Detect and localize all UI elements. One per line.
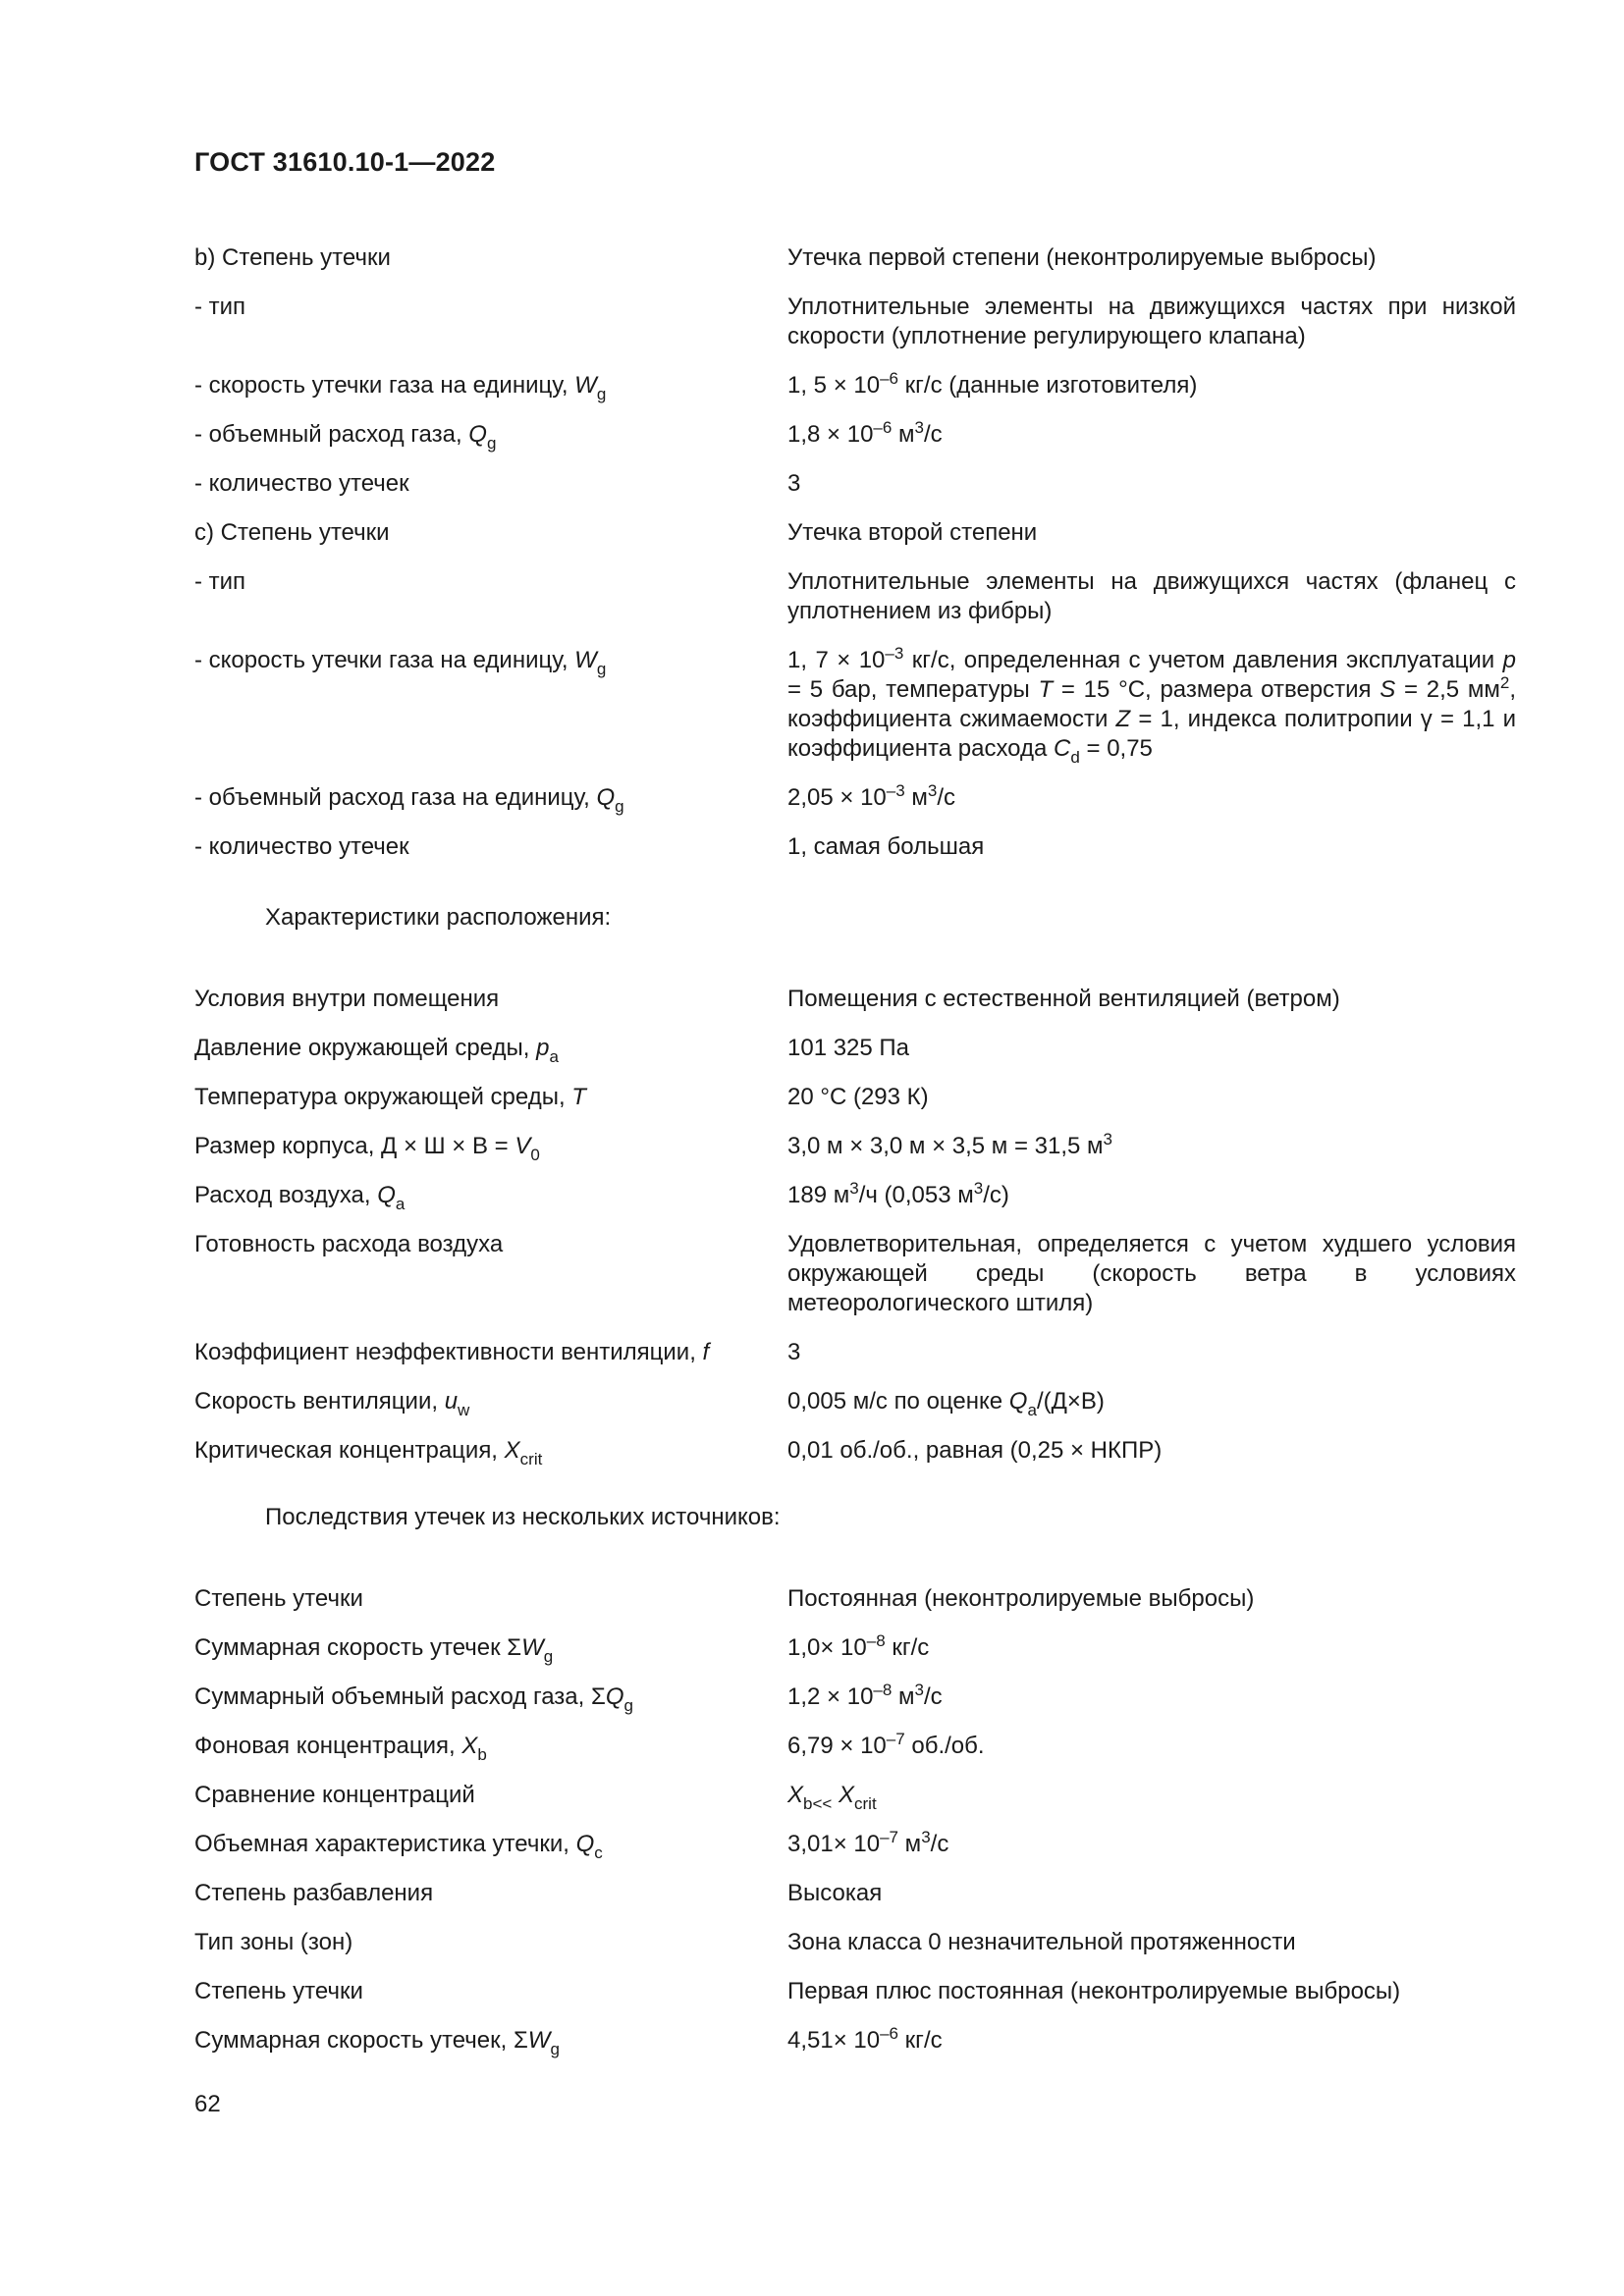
list-item: Скорость вентиляции, $u_w$ 0,005 м/с по оценке $Q_a/(Д\times В)$	[194, 1388, 1105, 1419]
list-item: Степень разбавления Высокая	[194, 1880, 883, 1906]
leak-sources-list	[194, 243, 1516, 881]
list-item: - тип Уплотнительные элементы на движущихся частях (фланец с уплотнением из фибры)	[194, 568, 1516, 624]
multi-source-consequences-list	[194, 1584, 1516, 2075]
list-item: Фоновая концентрация, $X_b$ $6,79 \times 10^{-7}$ об./об.	[194, 1730, 985, 1764]
list-item: Степень утечки Первая плюс постоянная (неконтролируемые выбросы)	[194, 1978, 1401, 2004]
list-item: - количество утечек 1, самая большая	[194, 833, 985, 860]
list-item: Критическая концентрация, $X_{crit}$ 0,01 об./об., равная (0,25 × НКПР)	[194, 1437, 1163, 1468]
list-item: Температура окружающей среды, T 20 °С (293 К)	[194, 1084, 929, 1110]
list-item: Суммарный объемный расход газа, $\Sigma Q_g$ $1,2 \times 10^{-8}$ $м^3/с$	[194, 1681, 943, 1715]
page-number: 62	[194, 2091, 221, 2117]
section-heading: Последствия утечек из нескольких источников:	[265, 1504, 781, 1530]
list-item: Давление окружающей среды, $p_a$ 101 325 Па	[194, 1035, 910, 1066]
list-item: Коэффициент неэффективности вентиляции, f 3	[194, 1339, 801, 1365]
list-item: Объемная характеристика утечки, $Q_c$ $3,01\times 10^{-7}$ $м^3/с$	[194, 1828, 949, 1862]
list-item: - скорость утечки газа на единицу, $W_g$ 1, $5 \times 10^{-6}$ кг/с (данные изготовителя)	[194, 369, 1198, 403]
list-item: Сравнение концентраций $X_{b<<}$ $X_{crit}$	[194, 1782, 877, 1813]
list-item: c) Степень утечки Утечка второй степени	[194, 519, 1038, 546]
document-header: ГОСТ 31610.10-1—2022	[194, 147, 496, 177]
list-item: - скорость утечки газа на единицу, $W_g$ 1, $7 \times 10^{-3}$ кг/с, определенная с учетом давления эксплуатации p = 5 бар, температуры T = 15 °C, размера отверстия S = 2,5 $мм^2$, коэффициента сжимаемости Z = 1, индекса политропии γ = 1,1 и коэффициента расхода $C_d = 0,75$	[194, 644, 1517, 767]
location-characteristics-list	[194, 985, 1516, 1485]
list-item: b) Степень утечки Утечка первой степени (неконтролируемые выбросы)	[194, 244, 1377, 271]
list-item: Степень утечки Постоянная (неконтролируемые выбросы)	[194, 1585, 1255, 1612]
list-item: Условия внутри помещения Помещения с естественной вентиляцией (ветром)	[194, 986, 1340, 1012]
list-item: - объемный расход газа, $Q_g$ $1,8 \times 10^{-6}$ $м^3/с$	[194, 418, 943, 453]
list-item: - количество утечек 3	[194, 470, 801, 497]
list-item: Размер корпуса, $Д \times Ш \times В = V_0$ 3,0 м × 3,0 м × 3,5 м = 31,5 $м^3$	[194, 1130, 1112, 1164]
list-item: Расход воздуха, $Q_a$ 189 $м^3/ч$ (0,053 $м^3/с$)	[194, 1179, 1009, 1213]
list-item: Тип зоны (зон) Зона класса 0 незначительной протяженности	[194, 1929, 1296, 1955]
list-item: Суммарная скорость утечек $\Sigma W_g$ $1,0\times 10^{-8}$ кг/с	[194, 1631, 930, 1666]
list-item: - объемный расход газа на единицу, $Q_g$ $2,05 \times 10^{-3}$ $м^3/с$	[194, 781, 955, 816]
section-heading: Характеристики расположения:	[265, 904, 612, 931]
list-item: Суммарная скорость утечек, $\Sigma W_g$ $4,51\times 10^{-6}$ кг/с	[194, 2024, 943, 2058]
list-item: - тип Уплотнительные элементы на движущихся частях при низкой скорости (уплотнение регулирующего клапана)	[194, 294, 1516, 349]
list-item: Готовность расхода воздуха Удовлетворительная, определяется с учетом худшего условия окружающей среды (скорость ветра в условиях метеорологического штиля)	[194, 1231, 1516, 1316]
